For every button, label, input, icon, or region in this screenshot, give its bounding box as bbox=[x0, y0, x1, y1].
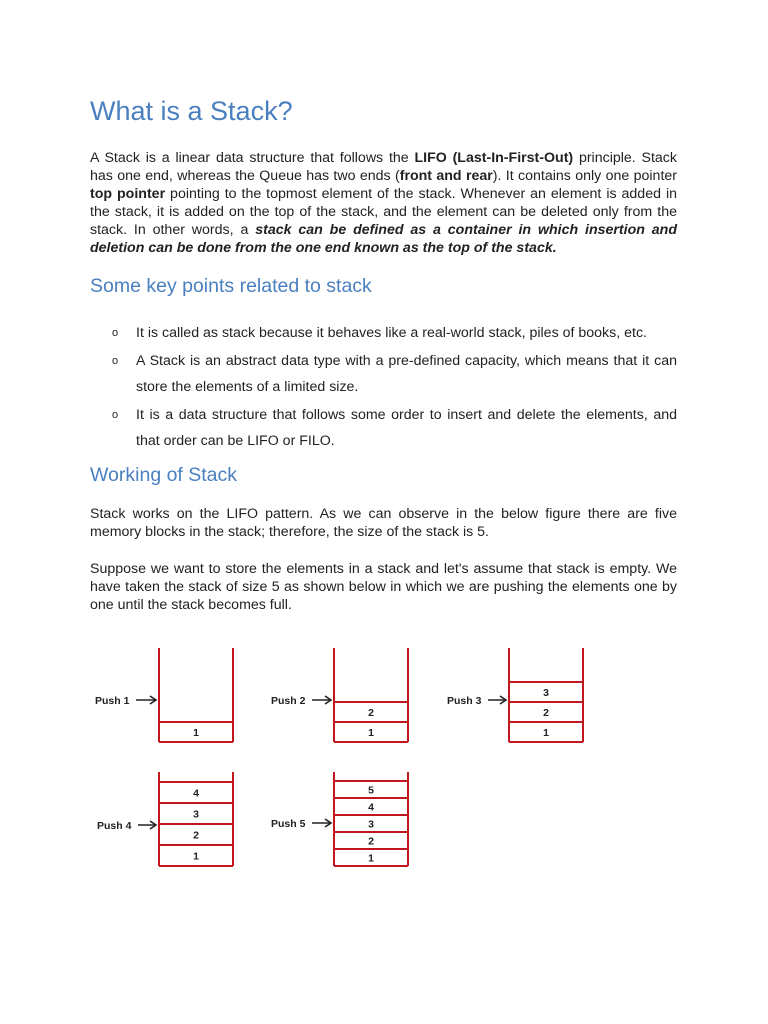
stack-cell-value: 1 bbox=[368, 852, 374, 865]
intro-text-4: pointing to the topmost element of the stack. Whenever an element is added in the stack, it is added on the top of the stack, and the element can be deleted only from the stack. In other words, a bbox=[90, 186, 677, 238]
stack-cell-value: 5 bbox=[368, 784, 374, 797]
stack-cell-value: 2 bbox=[193, 829, 199, 842]
key-points-list bbox=[90, 320, 677, 456]
stack-cell-value: 2 bbox=[543, 707, 549, 719]
stack-push-diagram bbox=[0, 630, 768, 890]
push-label: Push 2 bbox=[271, 695, 306, 707]
bullet-circle-icon: o bbox=[112, 355, 119, 367]
intro-bold-front-rear: front and rear bbox=[399, 168, 493, 184]
list-item bbox=[90, 402, 677, 454]
stack-1 bbox=[95, 648, 233, 742]
stack-cell-value: 4 bbox=[193, 787, 199, 800]
stack-2 bbox=[271, 648, 408, 742]
list-item bbox=[90, 348, 677, 400]
list-item bbox=[90, 320, 677, 346]
push-label: Push 4 bbox=[97, 820, 132, 832]
bullet-circle-icon: o bbox=[112, 409, 119, 421]
working-paragraph-1: Stack works on the LIFO pattern. As we can observe in the below figure there are five memory blocks in the stack; therefore, the size of the stack is 5. bbox=[90, 506, 677, 540]
section-heading-key-points: Some key points related to stack bbox=[90, 275, 372, 297]
stack-cell-value: 1 bbox=[193, 850, 199, 863]
intro-bold-top-pointer: top pointer bbox=[90, 186, 166, 202]
push-label: Push 1 bbox=[95, 695, 130, 707]
working-paragraph-2: Suppose we want to store the elements in a stack and let's assume that stack is empty. We have taken the stack of size 5 as shown below in which we are pushing the elements one by one until the stack becomes full. bbox=[90, 561, 677, 613]
bullet-circle-icon: o bbox=[112, 327, 119, 339]
intro-paragraph bbox=[90, 149, 677, 257]
stack-cell-value: 3 bbox=[193, 808, 199, 821]
push-label: Push 3 bbox=[447, 695, 482, 707]
stack-cell-value: 1 bbox=[368, 727, 374, 739]
stack-5 bbox=[271, 772, 408, 866]
intro-text-1: A Stack is a linear data structure that follows the bbox=[90, 150, 415, 166]
push-label: Push 5 bbox=[271, 818, 306, 830]
stack-cell-value: 3 bbox=[543, 687, 549, 699]
intro-bold-lifo: LIFO (Last-In-First-Out) bbox=[414, 150, 574, 166]
intro-text-3: ). It contains only one pointer bbox=[492, 168, 678, 184]
stack-cell-value: 2 bbox=[368, 835, 374, 848]
intro-bold-italic-definition: stack can be defined as a container in which insertion and deletion can be done from the one end known as the top of the stack. bbox=[90, 222, 677, 256]
list-item-text: A Stack is an abstract data type with a pre-defined capacity, which means that it can store the elements of a limited size. bbox=[136, 353, 677, 395]
stack-cell-value: 4 bbox=[368, 801, 374, 814]
stack-4 bbox=[97, 772, 233, 866]
intro-text-2: principle. Stack has one end, whereas the Queue has two ends ( bbox=[90, 150, 677, 184]
stack-3 bbox=[447, 648, 583, 742]
section-heading-working: Working of Stack bbox=[90, 464, 238, 486]
list-item-text: It is a data structure that follows some order to insert and delete the elements, and that order can be LIFO or FILO. bbox=[136, 407, 677, 449]
stack-cell-value: 2 bbox=[368, 707, 374, 719]
stack-cell-value: 1 bbox=[543, 727, 549, 739]
stack-cell-value: 1 bbox=[193, 727, 199, 739]
stack-cell-value: 3 bbox=[368, 818, 374, 831]
list-item-text: It is called as stack because it behaves like a real-world stack, piles of books, etc. bbox=[136, 325, 647, 341]
page-title: What is a Stack? bbox=[90, 96, 293, 126]
